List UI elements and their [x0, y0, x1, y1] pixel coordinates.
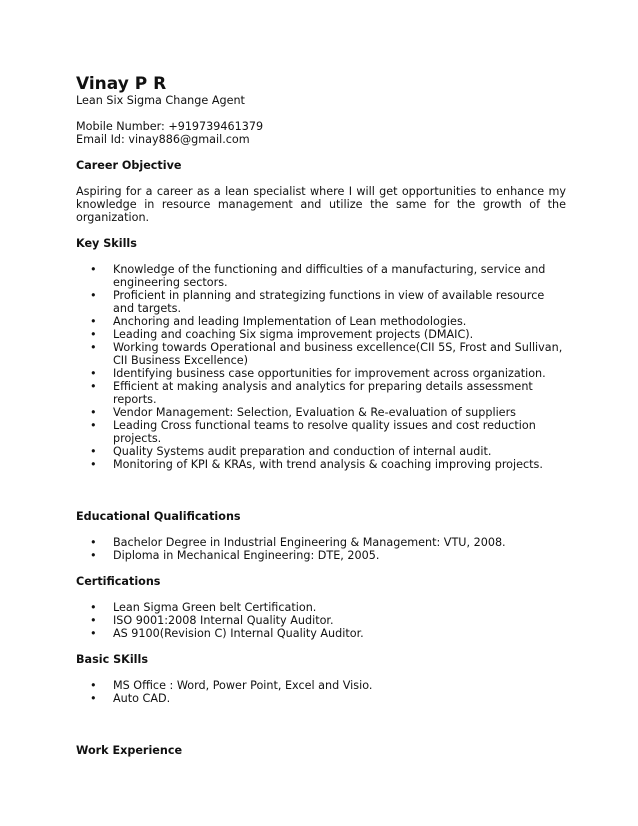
bullet-icon: • — [90, 445, 97, 458]
list-item-text: Anchoring and leading Implementation of Lean methodologies. — [113, 315, 467, 328]
list-item-text: Proficient in planning and strategizing functions in view of available resource and targets. — [113, 289, 545, 315]
education-heading: Educational Qualifications — [76, 510, 241, 523]
certifications-heading: Certifications — [76, 575, 161, 588]
list-item-text: Efficient at making analysis and analytics for preparing details assessment reports. — [113, 380, 533, 406]
list-item — [76, 445, 566, 458]
bullet-icon: • — [90, 315, 97, 328]
bullet-icon: • — [90, 601, 97, 614]
list-item — [76, 536, 566, 549]
bullet-icon: • — [90, 341, 97, 354]
list-item-text: Vendor Management: Selection, Evaluation & Re-evaluation of suppliers — [113, 406, 516, 419]
bullet-icon: • — [90, 614, 97, 627]
certifications-list — [76, 601, 566, 640]
list-item-text: Lean Sigma Green belt Certification. — [113, 601, 317, 614]
education-list — [76, 536, 566, 562]
bullet-icon: • — [90, 692, 97, 705]
list-item-text: ISO 9001:2008 Internal Quality Auditor. — [113, 614, 334, 627]
list-item — [76, 328, 566, 341]
bullet-icon: • — [90, 458, 97, 471]
bullet-icon: • — [90, 627, 97, 640]
candidate-name: Vinay P R — [76, 74, 167, 94]
list-item — [76, 627, 566, 640]
list-item-text: Leading Cross functional teams to resolve quality issues and cost reduction projects. — [113, 419, 536, 445]
bullet-icon: • — [90, 289, 97, 302]
mobile-number: Mobile Number: +919739461379 — [76, 120, 264, 133]
career-objective-text: Aspiring for a career as a lean specialist where I will get opportunities to enhance my knowledge in resource management and utilize the same for the growth of the organization. — [76, 185, 566, 224]
list-item-text: AS 9100(Revision C) Internal Quality Auditor. — [113, 627, 364, 640]
list-item — [76, 367, 566, 380]
list-item-text: Quality Systems audit preparation and conduction of internal audit. — [113, 445, 492, 458]
list-item — [76, 315, 566, 328]
list-item — [76, 549, 566, 562]
list-item-text: Diploma in Mechanical Engineering: DTE, 2005. — [113, 549, 380, 562]
list-item — [76, 419, 566, 445]
bullet-icon: • — [90, 380, 97, 393]
list-item — [76, 263, 566, 289]
bullet-icon: • — [90, 536, 97, 549]
list-item-text: Leading and coaching Six sigma improvement projects (DMAIC). — [113, 328, 474, 341]
list-item — [76, 341, 566, 367]
basic-skills-list — [76, 679, 566, 705]
bullet-icon: • — [90, 549, 97, 562]
bullet-icon: • — [90, 367, 97, 380]
email-id: Email Id: vinay886@gmail.com — [76, 133, 250, 146]
list-item — [76, 614, 566, 627]
list-item-text: Knowledge of the functioning and difficulties of a manufacturing, service and engineering sectors. — [113, 263, 546, 289]
bullet-icon: • — [90, 679, 97, 692]
list-item-text: Identifying business case opportunities for improvement across organization. — [113, 367, 546, 380]
list-item-text: Working towards Operational and business excellence(CII 5S, Frost and Sullivan, CII Business Excellence) — [113, 341, 563, 367]
bullet-icon: • — [90, 263, 97, 276]
basic-skills-heading: Basic SKills — [76, 653, 148, 666]
list-item — [76, 692, 566, 705]
key-skills-list — [76, 263, 566, 471]
list-item-text: Auto CAD. — [113, 692, 171, 705]
career-objective-heading: Career Objective — [76, 159, 182, 172]
list-item — [76, 458, 566, 471]
list-item — [76, 679, 566, 692]
bullet-icon: • — [90, 406, 97, 419]
bullet-icon: • — [90, 328, 97, 341]
key-skills-heading: Key Skills — [76, 237, 137, 250]
list-item-text: Bachelor Degree in Industrial Engineering & Management: VTU, 2008. — [113, 536, 506, 549]
list-item-text: MS Office : Word, Power Point, Excel and Visio. — [113, 679, 373, 692]
candidate-title: Lean Six Sigma Change Agent — [76, 94, 245, 107]
list-item — [76, 601, 566, 614]
list-item — [76, 406, 566, 419]
list-item-text: Monitoring of KPI & KRAs, with trend analysis & coaching improving projects. — [113, 458, 543, 471]
resume-page — [76, 74, 566, 757]
list-item — [76, 380, 566, 406]
list-item — [76, 289, 566, 315]
bullet-icon: • — [90, 419, 97, 432]
work-experience-heading: Work Experience — [76, 744, 183, 757]
